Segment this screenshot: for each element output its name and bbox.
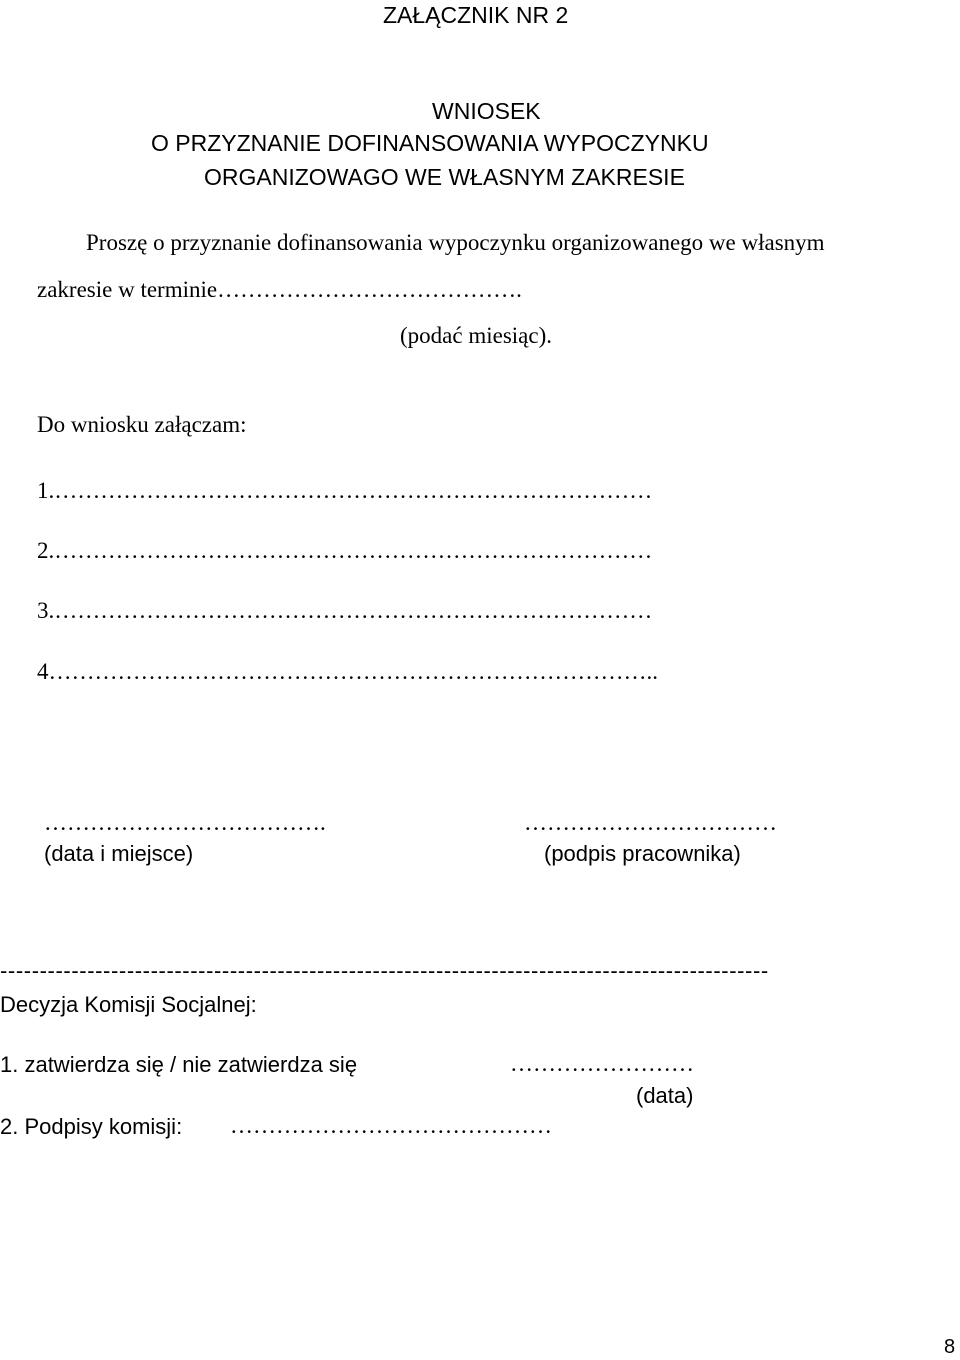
employee-signature-label: (podpis pracownika): [544, 841, 741, 866]
annex-label: ZAŁĄCZNIK NR 2: [383, 2, 569, 28]
commission-signature-dots: ……………………………………: [230, 1113, 552, 1138]
date-place-dots: ……………………………….: [44, 810, 326, 835]
page-number: 8: [944, 1336, 956, 1358]
employee-signature-dots: ……………………………: [524, 810, 777, 835]
attachment-item-4: 4……………………………………………………………………..: [37, 659, 658, 684]
attachments-heading: Do wniosku załączam:: [37, 412, 247, 437]
decision-item-1: 1. zatwierdza się / nie zatwierdza się: [0, 1052, 358, 1077]
decision-item-2: 2. Podpisy komisji:: [0, 1114, 183, 1139]
attachment-item-3: 3.……………………………………………………………………: [37, 598, 653, 623]
attachment-item-2: 2.……………………………………………………………………: [37, 538, 653, 563]
request-hint: (podać miesiąc).: [400, 323, 552, 348]
decision-date-dots: ……………………: [510, 1051, 694, 1076]
title-line-3: ORGANIZOWAGO WE WŁASNYM ZAKRESIE: [204, 164, 685, 190]
decision-date-label: (data): [636, 1083, 694, 1108]
request-line-1: Proszę o przyznanie dofinansowania wypoczynku organizowanego we własnym: [86, 230, 825, 255]
title-line-2: O PRZYZNANIE DOFINANSOWANIA WYPOCZYNKU: [151, 130, 709, 156]
request-line-2: zakresie w terminie………………………………….: [37, 277, 522, 302]
title-line-1: WNIOSEK: [432, 98, 541, 124]
section-separator: -------------------------------------------------------------------------------------------------: [0, 958, 769, 983]
commission-heading: Decyzja Komisji Socjalnej:: [0, 992, 257, 1017]
date-place-label: (data i miejsce): [44, 841, 194, 866]
attachment-item-1: 1.……………………………………………………………………: [37, 478, 653, 503]
